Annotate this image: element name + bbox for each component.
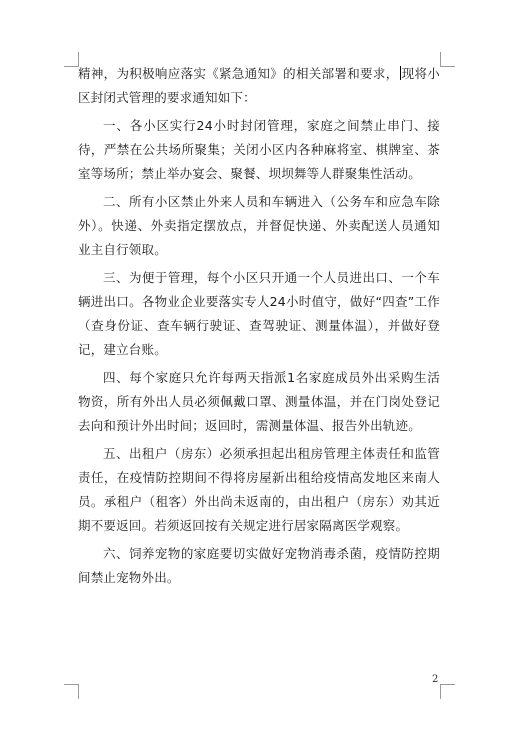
crop-mark-bottom-left	[64, 684, 79, 699]
intro-text-after-cursor: 现将小区封闭式管理的要求通知如下：	[78, 66, 440, 105]
page-number: 2	[432, 674, 439, 685]
document-body[interactable]	[78, 62, 440, 594]
text-cursor	[400, 66, 401, 80]
paragraph-intro[interactable]	[78, 62, 440, 110]
paragraph-3[interactable]: 三、为便于管理，每个小区只开通一个人员进出口、一个车辆进出口。各物业企业要落实专人24小时值守，做好“四查”工作（查身份证、查车辆行驶证、查驾驶证、测量体温），并做好登记，建立台账。	[78, 270, 440, 357]
paragraph-4[interactable]: 四、每个家庭只允许每两天指派1名家庭成员外出采购生活物资，所有外出人员必须佩戴口罩、测量体温，并在门岗处登记去向和预计外出时间；返回时，需测量体温、报告外出轨迹。	[78, 370, 440, 433]
paragraph-6[interactable]: 六、饲养宠物的家庭要切实做好宠物消毒杀菌，疫情防控期间禁止宠物外出。	[78, 546, 440, 585]
intro-text-before-cursor: 精神，为积极响应落实《紧急通知》的相关部署和要求，	[78, 66, 399, 81]
paragraph-5[interactable]: 五、出租户（房东）必须承担起出租房管理主体责任和监管责任，在疫情防控期间不得将房屋新出租给疫情高发地区来南人员。承租户（租客）外出尚未返南的，由出租户（房东）劝其近期不要返回。若须返回按有关规定进行居家隔离医学观察。	[78, 446, 440, 533]
paragraph-2[interactable]: 二、所有小区禁止外来人员和车辆进入（公务车和应急车除外）。快递、外卖指定摆放点，并督促快递、外卖配送人员通知业主自行领取。	[78, 194, 440, 257]
crop-mark-top-right	[440, 52, 455, 67]
crop-mark-top-left	[64, 52, 79, 67]
paragraph-1[interactable]: 一、各小区实行24小时封闭管理，家庭之间禁止串门、接待，严禁在公共场所聚集；关闭小区内各种麻将室、棋牌室、茶室等场所；禁止举办宴会、聚餐、坝坝舞等人群聚集性活动。	[78, 118, 440, 181]
crop-mark-bottom-right	[440, 684, 455, 699]
